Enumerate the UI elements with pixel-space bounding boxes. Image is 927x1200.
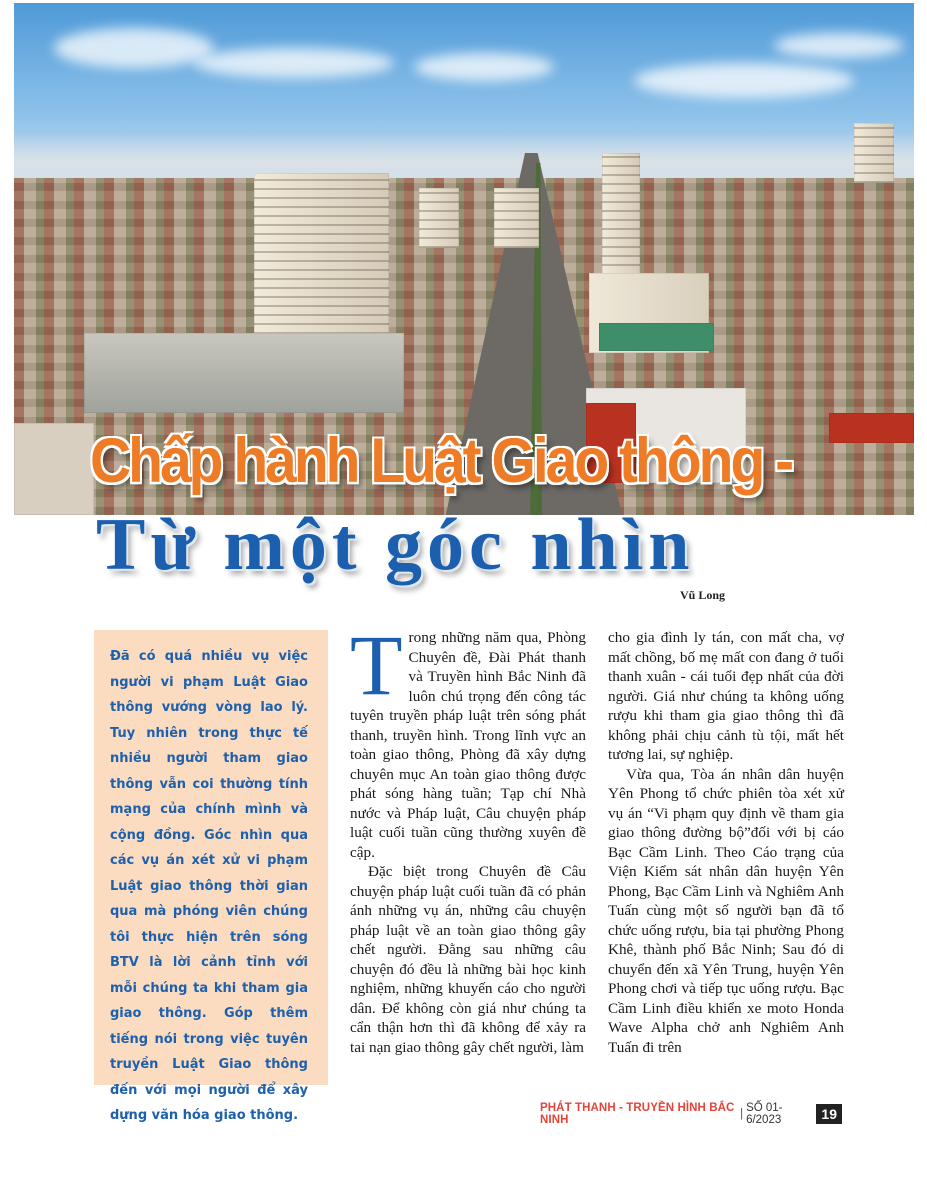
- article-column-right: [608, 628, 844, 1057]
- drop-cap: T: [350, 617, 403, 713]
- headline-line-2: Từ một góc nhìn: [96, 504, 695, 586]
- page-footer: [540, 1103, 842, 1125]
- paragraph-1: [350, 617, 586, 862]
- paragraph-3: cho gia đình ly tán, con mất cha, vợ mất chồng, bố mẹ mất con đang ở tuổi thanh xuân - cái tuổi đẹp nhất của đời người. Giá như chúng ta không uống rượu khi tham gia giao thông thì đã không phải chịu cảnh tù tội, mất hết tương lai, sự nghiệp.: [608, 629, 844, 763]
- headline-line-1: Chấp hành Luật Giao thông -: [90, 426, 792, 497]
- author-byline: Vũ Long: [680, 588, 726, 602]
- lead-text: Đã có quá nhiều vụ việc người vi phạm Luật Giao thông vướng vòng lao lý. Tuy nhiên trong thực tế nhiều người tham giao thông vẫn coi thường tính mạng của chính mình và cộng đồng. Góc nhìn qua các vụ án xét xử vi phạm Luật giao thông thời gian qua mà phóng viên chúng tôi thực hiện trên sóng BTV là lời cảnh tỉnh với mỗi chúng ta khi tham gia giao thông. Góp thêm tiếng nói trong việc tuyên truyền Luật Giao thông đến với mọi người để xây dựng văn hóa giao thông.: [110, 649, 308, 1123]
- issue-number: SỐ 01-6/2023: [746, 1102, 783, 1126]
- publication-name: PHÁT THANH - TRUYỀN HÌNH BẮC NINH: [540, 1102, 735, 1126]
- footer-separator: |: [740, 1108, 744, 1120]
- paragraph-4: Vừa qua, Tòa án nhân dân huyện Yên Phong tổ chức phiên tòa xét xử vụ án “Vi phạm quy định về tham gia giao thông đường bộ”đối với bị cáo Bạc Cầm Linh. Theo Cáo trạng của Viện Kiểm sát nhân dân huyện Yên Phong, Bạc Cầm Linh và Nghiêm Anh Tuấn cùng một số người bạn đã tổ chức uống rượu, bia tại phường Phong Khê, thành phố Bắc Ninh; Sau đó di chuyển đến xã Yên Trung, huyện Yên Phong chơi và tiếp tục uống rượu. Bạc Cầm Linh điều khiển xe moto Honda Wave Alpha chở anh Nghiêm Anh Tuấn đi trên: [608, 765, 844, 1056]
- article-column-middle: [350, 617, 586, 1057]
- paragraph-1-text: rong những năm qua, Phòng Chuyên đề, Đài Phát thanh và Truyền hình Bắc Ninh đã luôn chú trọng đến công tác tuyên truyền pháp luật trên sóng phát thanh, truyền hình. Trong lĩnh vực an toàn giao thông, Phòng đã xây dựng chuyên mục An toàn giao thông được phát sóng hàng tuần; Tạp chí Nhà nước và Pháp luật, Câu chuyện pháp luật cuối tuần cũng thường xuyên đề cập.: [350, 629, 586, 861]
- page-number: 19: [816, 1104, 842, 1124]
- paragraph-2: Đặc biệt trong Chuyên đề Câu chuyện pháp luật cuối tuần đã có phản ánh những vụ án, những câu chuyện pháp luật về an toàn giao thông gây chết người. Đằng sau những câu chuyện đó đều là những bài học kinh nghiệm, những khuyến cáo cho người dân. Để không còn giá như chúng ta cẩn thận hơn thì đã không để xảy ra tai nạn giao thông gây chết người, làm: [350, 863, 586, 1056]
- lead-box: [94, 630, 328, 1123]
